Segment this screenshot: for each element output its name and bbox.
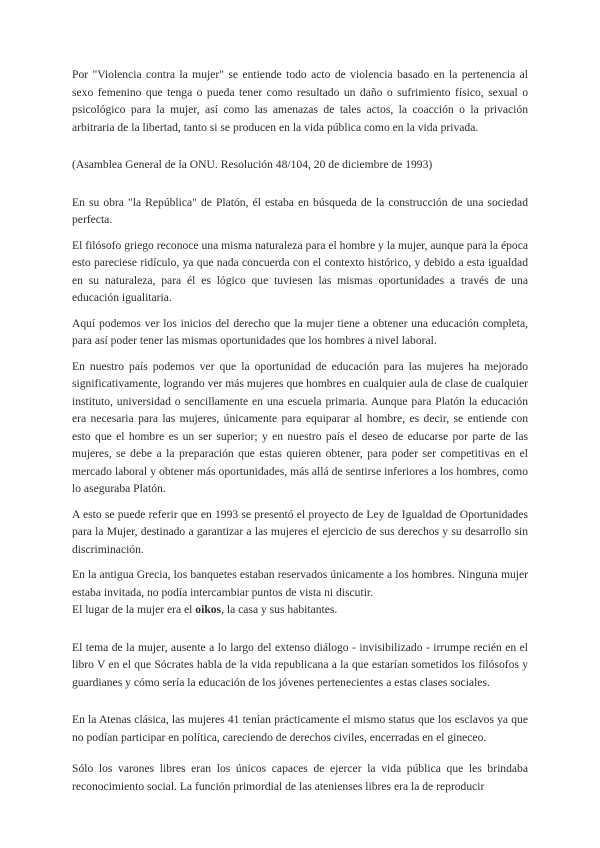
paragraph-ley-1993: A esto se puede referir que en 1993 se presentó el proyecto de Ley de Igualdad de Oportunidades para la Mujer, destinado a garantizar a las mujeres el ejercicio de sus derechos y su desarrollo sin discriminación.	[72, 507, 528, 556]
paragraph-oikos	[72, 601, 528, 619]
paragraph-grecia-banquetes: En la antigua Grecia, los banquetes estaban reservados únicamente a los hombres. Ninguna mujer estaba invitada, no podía intercambiar puntos de vista ni discutir.	[72, 568, 528, 599]
paragraph-varones-libres: Sólo los varones libres eran los únicos capaces de ejercer la vida pública que les brindaba reconocimiento social. La función primordial de las atenienses libres era la de reproducir	[72, 762, 528, 793]
paragraph-filosofo: El filósofo griego reconoce una misma naturaleza para el hombre y la mujer, aunque para la época esto pareciese ridículo, ya que nada concuerda con el contexto histórico, y debido a esta igualdad en su naturaleza, para él es lógico que tuviesen las mismas oportunidades a través de una educación igualitaria.	[72, 238, 528, 304]
oikos-term: oikos	[195, 603, 222, 616]
paragraph-citation: (Asamblea General de la ONU. Resolución 48/104, 20 de diciembre de 1993)	[72, 158, 433, 171]
paragraph-violence-definition: Por "Violencia contra la mujer" se entiende todo acto de violencia basado en la pertenencia al sexo femenino que tenga o pueda tener como resultado un daño o sufrimiento físico, sexual o psicológico para la mujer, así como las amenazas de tales actos, la coacción o la privación arbitraria de la libertad, tanto si se producen en la vida pública como en la vida privada.	[72, 68, 528, 134]
paragraph-atenas-clasica: En la Atenas clásica, las mujeres 41 tenían prácticamente el mismo status que los esclavos ya que no podían participar en política, careciendo de derechos civiles, encerradas en el gineceo.	[72, 713, 528, 744]
document-body	[72, 66, 528, 795]
paragraph-republica: En su obra "la República" de Platón, él estaba en búsqueda de la construcción de una sociedad perfecta.	[72, 195, 528, 226]
paragraph-libro-v: El tema de la mujer, ausente a lo largo del extenso diálogo - invisibilizado - irrumpe recién en el libro V en el que Sócrates habla de la vida republicana a la que estarían sometidos los filósofos y guardianes y cómo sería la educación de los jóvenes pertenecientes a estas clases sociales.	[72, 640, 528, 689]
paragraph-derecho-educacion: Aquí podemos ver los inicios del derecho que la mujer tiene a obtener una educación completa, para así poder tener las mismas oportunidades que los hombres a nivel laboral.	[72, 316, 528, 347]
paragraph-nuestro-pais: En nuestro país podemos ver que la oportunidad de educación para las mujeres ha mejorado significativamente, logrando ver más mujeres que hombres en cualquier aula de clase de cualquier instituto, universidad o sencillamente en una escuela primaria. Aunque para Platón la educación era necesaria para las mujeres, únicamente para equiparar al hombre, es decir, se entiende con esto que el hombre es un ser superior; y en nuestro país el deseo de educarse por parte de las mujeres, se debe a la preparación que estas quieren obtener, para poder ser competitivas en el mercado laboral y obtener más oportunidades, más allá de sentirse inferiores a los hombres, como lo aseguraba Platón.	[72, 359, 528, 495]
oikos-text-before: El lugar de la mujer era el	[72, 603, 196, 616]
oikos-text-after: , la casa y sus habitantes.	[221, 603, 338, 616]
